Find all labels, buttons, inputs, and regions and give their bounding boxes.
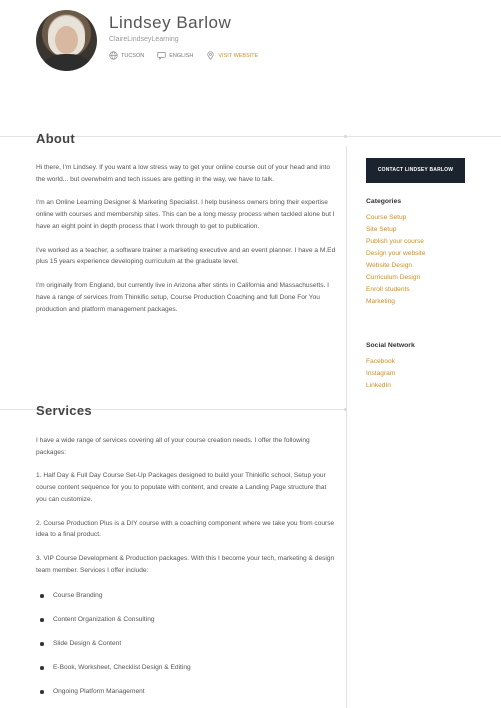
location-label: TUCSON [121, 52, 145, 59]
services-paragraph: 1. Half Day & Full Day Course Set-Up Packages designed to build your Thinkific school, Setup your course content sequence for you to populate with content, and create a Landing Page structure that you can customize. [36, 472, 327, 503]
list-item: Slide Design & Content [36, 638, 336, 662]
list-item: Course Branding [36, 590, 336, 614]
sidebar-divider [346, 146, 347, 708]
category-link[interactable]: Marketing [366, 298, 395, 305]
social-heading: Social Network [366, 342, 415, 349]
category-link[interactable]: Site Setup [366, 226, 397, 233]
social-link-facebook[interactable]: Facebook [366, 358, 395, 365]
link-icon [206, 51, 215, 60]
category-link[interactable]: Design your website [366, 250, 426, 257]
services-body [36, 435, 336, 588]
visit-website-link[interactable] [206, 51, 258, 60]
list-item: Content Organization & Consulting [36, 614, 336, 638]
social-link-instagram[interactable]: Instagram [366, 370, 396, 377]
language [157, 51, 193, 60]
services-title: Services [36, 403, 92, 418]
divider-dot [344, 135, 347, 138]
avatar [36, 10, 97, 71]
services-paragraph: 2. Course Production Plus is a DIY course with a coaching component where we take you from course idea to a final product. [36, 519, 335, 539]
profile-meta [109, 51, 271, 60]
social-link-linkedin[interactable]: LinkedIn [366, 382, 391, 389]
divider-dot [344, 408, 347, 411]
sidebar [366, 158, 486, 392]
about-paragraph: I'm originally from England, but currently live in Arizona after stints in California and Massachusetts. I have a range of services from Thinkific setup, Course Production Coaching and full Done For You production and platform management packages. [36, 281, 329, 313]
profile-handle: ClaireLindseyLearning [109, 36, 179, 43]
list-item: Ongoing Platform Management [36, 686, 336, 708]
category-link[interactable]: Enroll students [366, 286, 410, 293]
about-divider [0, 136, 501, 137]
services-list [36, 590, 336, 708]
services-paragraph: I have a wide range of services covering all of your course creation needs. I offer the following packages: [36, 437, 310, 456]
category-link[interactable]: Course Setup [366, 214, 407, 221]
profile-name: Lindsey Barlow [109, 13, 232, 32]
visit-website-label[interactable]: VISIT WEBSITE [218, 52, 259, 59]
profile-header [36, 10, 476, 72]
about-title: About [36, 131, 76, 146]
category-link[interactable]: Curriculum Design [366, 274, 421, 281]
about-paragraph: Hi there, I'm Lindsey. If you want a low stress way to get your online course out of your head and into the world... but overwhelm and tech issues are getting in the way, we have to talk. [36, 164, 330, 183]
about-paragraph: I'm an Online Learning Designer & Marketing Specialist. I help business owners bring their expertise online with courses and membership sites. This can be a long messy process when tackled alone but I have an eight point in depth process that I work through to get to publication. [36, 199, 335, 230]
social-list [366, 356, 486, 392]
about-paragraph: I've worked as a teacher, a software trainer a marketing executive and an event planner. I have a M.Ed plus 15 years experience developing curriculum at the graduate level. [36, 246, 336, 266]
location [109, 51, 144, 60]
chat-icon [157, 51, 166, 60]
categories-list [366, 212, 486, 308]
category-link[interactable]: Website Design [366, 262, 413, 269]
language-label: ENGLISH [169, 52, 194, 59]
globe-icon [109, 51, 118, 60]
category-link[interactable]: Publish your course [366, 238, 424, 245]
contact-button[interactable]: CONTACT LINDSEY BARLOW [366, 158, 465, 183]
services-paragraph: 3. VIP Course Development & Production packages. With this I become your tech, marketing & design team member. Services I offer include: [36, 554, 335, 574]
about-body [36, 162, 336, 327]
list-item: E-Book, Worksheet, Checklist Design & Editing [36, 662, 336, 686]
categories-heading: Categories [366, 198, 402, 205]
